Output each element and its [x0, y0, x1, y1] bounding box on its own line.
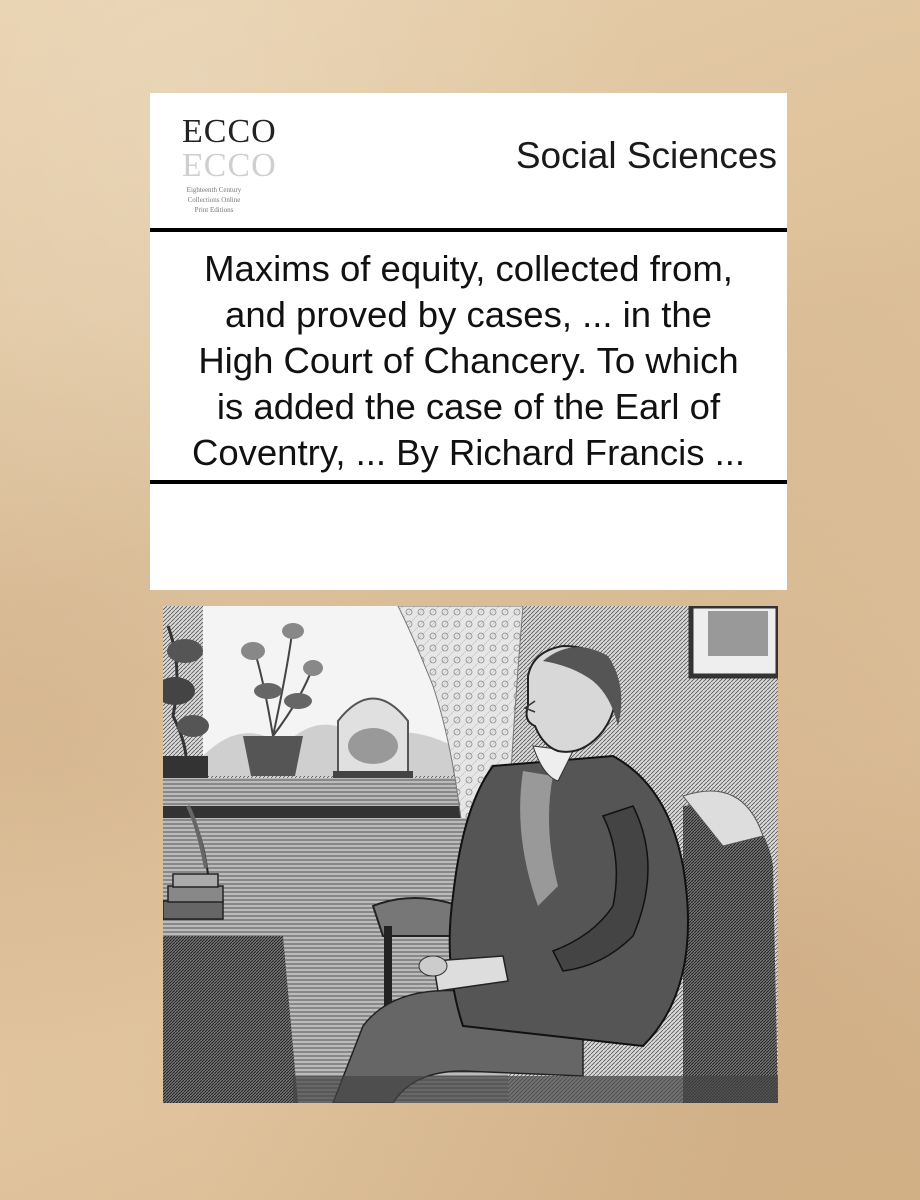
- engraving-illustration: [163, 606, 778, 1103]
- series-label: Social Sciences: [515, 135, 777, 176]
- title-line: Maxims of equity, collected from,: [204, 248, 733, 289]
- header-panel: [150, 93, 787, 228]
- title-panel: [150, 232, 787, 480]
- title-line: is added the case of the Earl of: [216, 386, 721, 427]
- ecco-logo: [164, 105, 277, 215]
- book-title: [150, 246, 787, 476]
- logo-caption-line: Eighteenth Century: [186, 186, 242, 194]
- title-line: Coventry, ... By Richard Francis ...: [191, 432, 746, 473]
- logo-caption-line: Print Editions: [194, 206, 234, 214]
- title-line: High Court of Chancery. To which: [198, 340, 739, 381]
- blank-panel: [150, 484, 787, 590]
- logo-text: ECCO: [182, 113, 277, 150]
- logo-caption-line: Collections Online: [187, 196, 241, 204]
- logo-reflection: ECCO: [182, 146, 277, 183]
- title-line: and proved by cases, ... in the: [225, 294, 712, 335]
- window-sill: [163, 778, 493, 808]
